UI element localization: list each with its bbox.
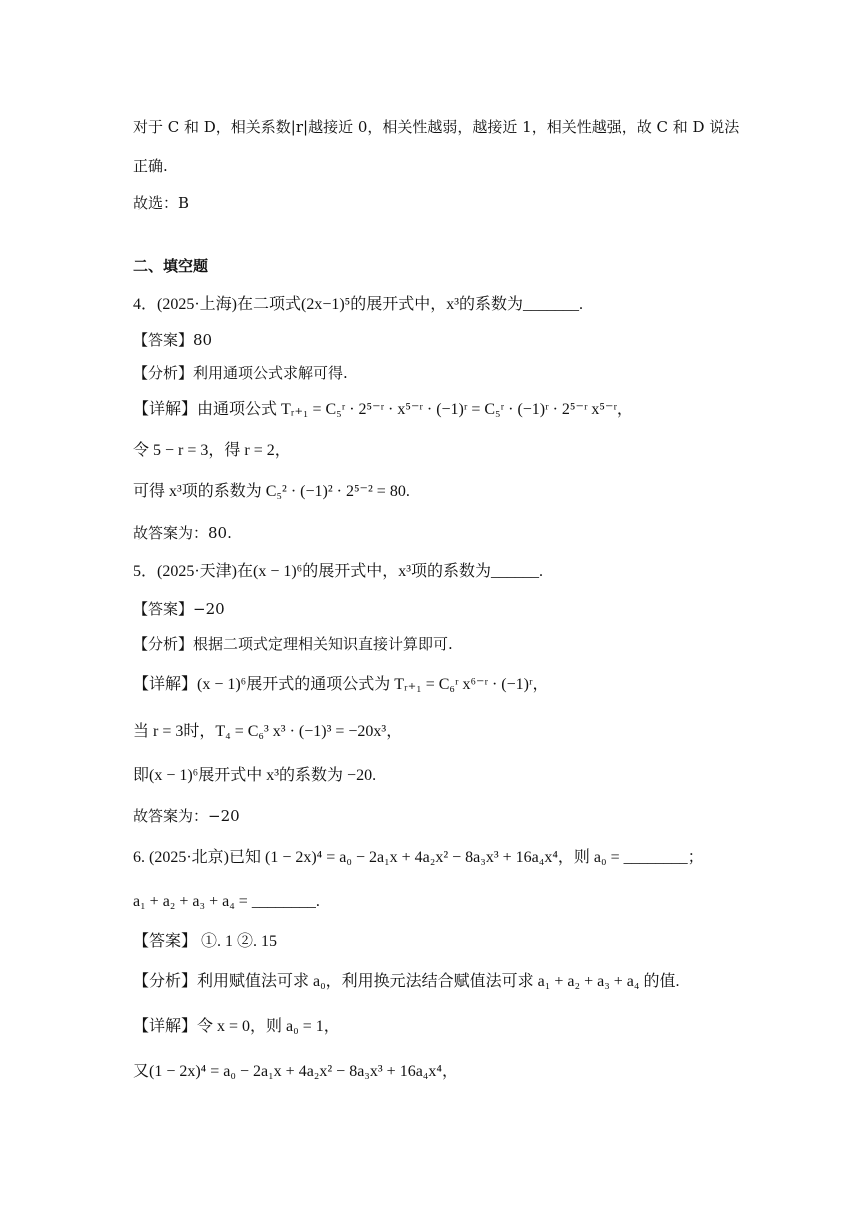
analysis-line: 【分析】根据二项式定理相关知识直接计算即可.	[133, 635, 453, 653]
answer-line: 【答案】 ①. 1 ②. 15	[133, 933, 278, 950]
answer-line: 【答案】80	[133, 331, 213, 349]
question-4: 4．(2025·上海)在二项式(2x−1)⁵的展开式中，x³的系数为_______.	[133, 296, 584, 313]
section-heading: 二、填空题	[133, 257, 209, 275]
text-line: 又(1 − 2x)⁴ = a₀ − 2a₁x + 4a₂x² − 8a₃x³ + 16a₄x⁴，	[133, 1063, 458, 1080]
text-line: 当 r = 3时，T₄ = C₆³ x³ · (−1)³ = −20x³，	[133, 723, 403, 740]
text-line: 故答案为：−20	[133, 807, 240, 825]
question-6: 6. (2025·北京)已知 (1 − 2x)⁴ = a₀ − 2a₁x + 4a₂x² − 8a₃x³ + 16a₄x⁴，则 a₀ = ________；	[133, 849, 704, 866]
analysis-line: 【分析】利用通项公式求解可得.	[133, 364, 348, 382]
detail-line: 【详解】由通项公式 Tᵣ₊₁ = C₅ʳ · 2⁵⁻ʳ · x⁵⁻ʳ · (−1)ʳ = C₅ʳ · (−1)ʳ · 2⁵⁻ʳ x⁵⁻ʳ，	[133, 401, 633, 418]
analysis-line: 【分析】利用赋值法可求 a₀，利用换元法结合赋值法可求 a₁ + a₂ + a₃ + a₄ 的值.	[133, 973, 680, 990]
text-line: 可得 x³项的系数为 C₅² · (−1)² · 2⁵⁻² = 80.	[133, 483, 410, 500]
detail-line: 【详解】令 x = 0，则 a₀ = 1，	[133, 1018, 340, 1035]
text-line: 故答案为：80.	[133, 524, 232, 542]
text-line: 故选：B	[133, 194, 190, 212]
text-line: 即(x − 1)⁶展开式中 x³的系数为 −20.	[133, 767, 377, 784]
text-line: a₁ + a₂ + a₃ + a₄ = ________.	[133, 893, 320, 910]
question-5: 5．(2025·天津)在(x − 1)⁶的展开式中，x³项的系数为______.	[133, 563, 544, 580]
text-line: 对于 C 和 D，相关系数|r|越接近 0，相关性越弱，越接近 1，相关性越强，故 C 和 D 说法	[133, 118, 740, 136]
detail-line: 【详解】(x − 1)⁶展开式的通项公式为 Tᵣ₊₁ = C₆ʳ x⁶⁻ʳ · (−1)ʳ，	[133, 676, 549, 693]
text-line: 令 5 − r = 3，得 r = 2，	[133, 442, 291, 459]
text-line: 正确.	[133, 157, 168, 175]
answer-line: 【答案】−20	[133, 600, 225, 618]
